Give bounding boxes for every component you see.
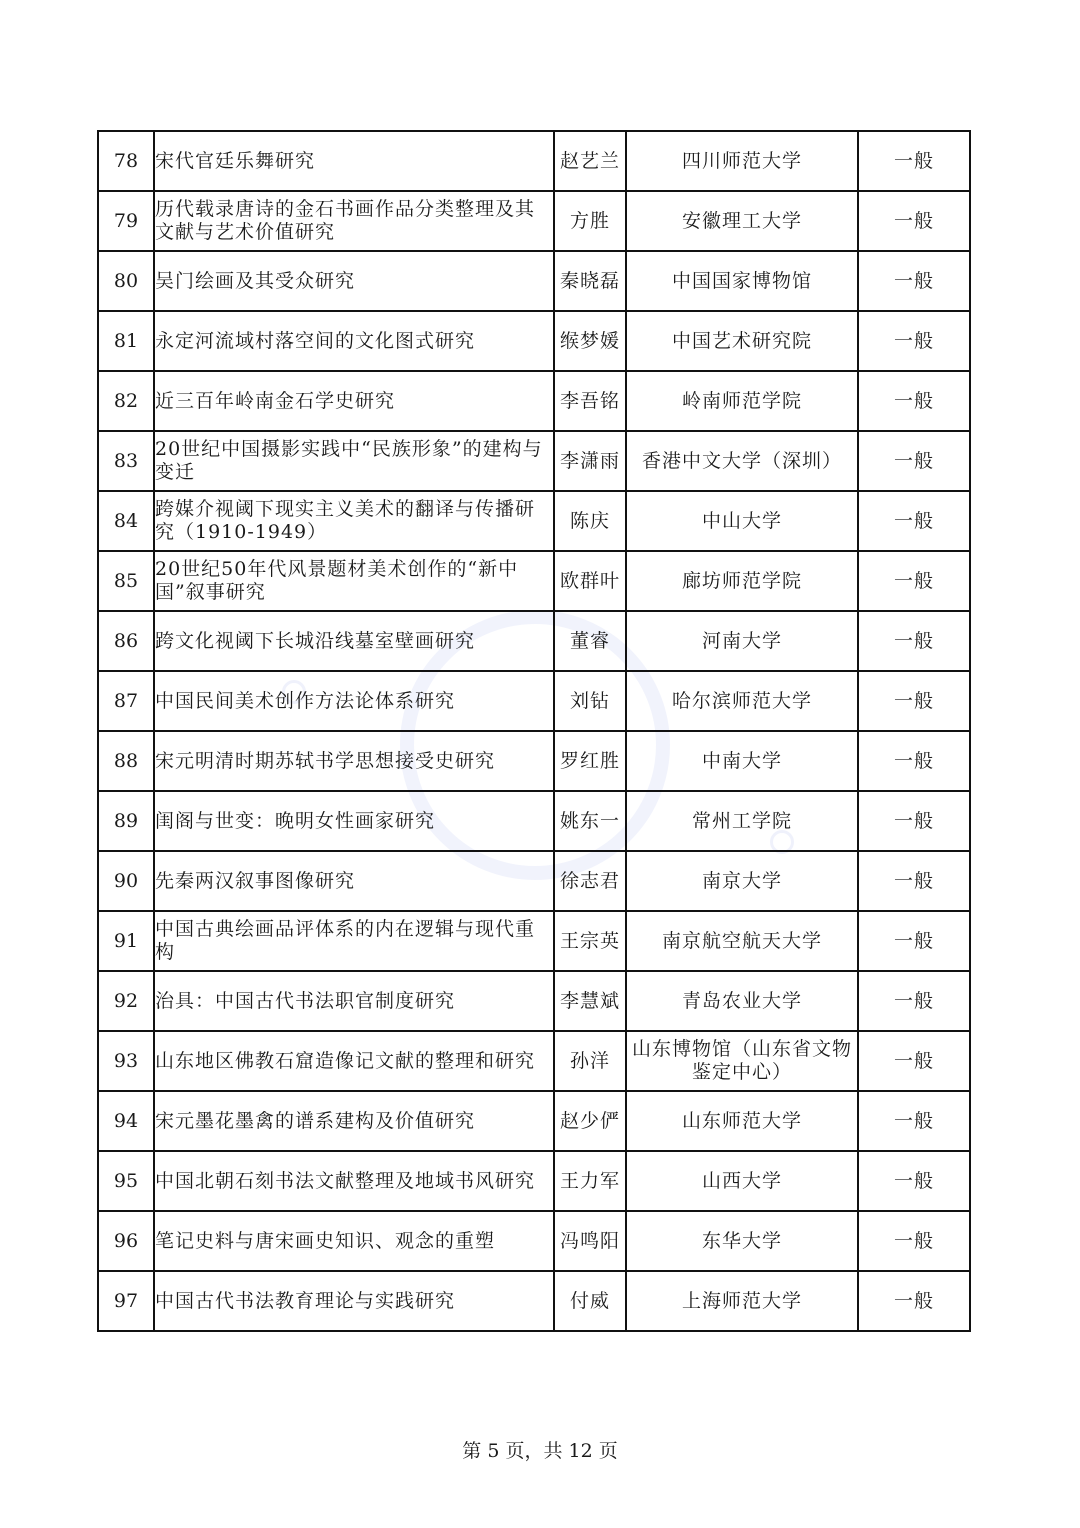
table-row bbox=[98, 671, 970, 731]
row-number: 91 bbox=[98, 911, 154, 971]
project-category: 一般 bbox=[858, 131, 970, 191]
project-title: 宋元明清时期苏轼书学思想接受史研究 bbox=[154, 731, 554, 791]
row-number: 79 bbox=[98, 191, 154, 251]
project-category: 一般 bbox=[858, 731, 970, 791]
project-title: 宋代官廷乐舞研究 bbox=[154, 131, 554, 191]
institution: 中国国家博物馆 bbox=[626, 251, 858, 311]
project-category: 一般 bbox=[858, 671, 970, 731]
institution: 南京航空航天大学 bbox=[626, 911, 858, 971]
project-leader: 李慧斌 bbox=[554, 971, 626, 1031]
project-category: 一般 bbox=[858, 191, 970, 251]
project-leader: 王力军 bbox=[554, 1151, 626, 1211]
row-number: 86 bbox=[98, 611, 154, 671]
table-row bbox=[98, 431, 970, 491]
project-title: 跨媒介视阈下现实主义美术的翻译与传播研究（1910-1949） bbox=[154, 491, 554, 551]
project-leader: 李吾铭 bbox=[554, 371, 626, 431]
row-number: 95 bbox=[98, 1151, 154, 1211]
table-row bbox=[98, 1151, 970, 1211]
row-number: 78 bbox=[98, 131, 154, 191]
project-category: 一般 bbox=[858, 1091, 970, 1151]
project-title: 吴门绘画及其受众研究 bbox=[154, 251, 554, 311]
table-row bbox=[98, 611, 970, 671]
project-category: 一般 bbox=[858, 791, 970, 851]
table-row bbox=[98, 1091, 970, 1151]
project-leader: 缑梦媛 bbox=[554, 311, 626, 371]
project-category: 一般 bbox=[858, 1271, 970, 1331]
project-category: 一般 bbox=[858, 251, 970, 311]
project-category: 一般 bbox=[858, 311, 970, 371]
project-category: 一般 bbox=[858, 371, 970, 431]
project-leader: 姚东一 bbox=[554, 791, 626, 851]
table-row bbox=[98, 131, 970, 191]
institution: 安徽理工大学 bbox=[626, 191, 858, 251]
page-number: 第 5 页，共 12 页 bbox=[462, 1440, 618, 1462]
project-title: 中国古典绘画品评体系的内在逻辑与现代重构 bbox=[154, 911, 554, 971]
project-title: 治具：中国古代书法职官制度研究 bbox=[154, 971, 554, 1031]
project-leader: 徐志君 bbox=[554, 851, 626, 911]
project-leader: 赵艺兰 bbox=[554, 131, 626, 191]
project-leader: 欧群叶 bbox=[554, 551, 626, 611]
table-row bbox=[98, 1031, 970, 1091]
table-row bbox=[98, 971, 970, 1031]
institution: 河南大学 bbox=[626, 611, 858, 671]
table-row bbox=[98, 371, 970, 431]
project-leader: 刘钻 bbox=[554, 671, 626, 731]
table-row bbox=[98, 251, 970, 311]
institution: 常州工学院 bbox=[626, 791, 858, 851]
project-leader: 罗红胜 bbox=[554, 731, 626, 791]
institution: 中南大学 bbox=[626, 731, 858, 791]
institution: 中山大学 bbox=[626, 491, 858, 551]
project-title: 中国古代书法教育理论与实践研究 bbox=[154, 1271, 554, 1331]
table-row bbox=[98, 851, 970, 911]
project-category: 一般 bbox=[858, 911, 970, 971]
row-number: 90 bbox=[98, 851, 154, 911]
project-leader: 方胜 bbox=[554, 191, 626, 251]
project-leader: 陈庆 bbox=[554, 491, 626, 551]
institution: 哈尔滨师范大学 bbox=[626, 671, 858, 731]
institution: 中国艺术研究院 bbox=[626, 311, 858, 371]
project-table-body bbox=[98, 131, 970, 1331]
table-row bbox=[98, 311, 970, 371]
row-number: 81 bbox=[98, 311, 154, 371]
project-table bbox=[97, 130, 971, 1332]
institution: 青岛农业大学 bbox=[626, 971, 858, 1031]
institution: 四川师范大学 bbox=[626, 131, 858, 191]
table-row bbox=[98, 551, 970, 611]
project-title: 20世纪50年代风景题材美术创作的“新中国”叙事研究 bbox=[154, 551, 554, 611]
row-number: 94 bbox=[98, 1091, 154, 1151]
row-number: 92 bbox=[98, 971, 154, 1031]
project-title: 先秦两汉叙事图像研究 bbox=[154, 851, 554, 911]
row-number: 97 bbox=[98, 1271, 154, 1331]
table-row bbox=[98, 491, 970, 551]
institution: 廊坊师范学院 bbox=[626, 551, 858, 611]
project-category: 一般 bbox=[858, 1151, 970, 1211]
table-row bbox=[98, 791, 970, 851]
row-number: 82 bbox=[98, 371, 154, 431]
project-category: 一般 bbox=[858, 611, 970, 671]
institution: 香港中文大学（深圳） bbox=[626, 431, 858, 491]
project-category: 一般 bbox=[858, 851, 970, 911]
project-title: 笔记史料与唐宋画史知识、观念的重塑 bbox=[154, 1211, 554, 1271]
institution: 岭南师范学院 bbox=[626, 371, 858, 431]
table-row bbox=[98, 911, 970, 971]
project-title: 永定河流域村落空间的文化图式研究 bbox=[154, 311, 554, 371]
project-leader: 王宗英 bbox=[554, 911, 626, 971]
table-row bbox=[98, 1271, 970, 1331]
project-leader: 李潇雨 bbox=[554, 431, 626, 491]
institution: 山西大学 bbox=[626, 1151, 858, 1211]
project-leader: 孙洋 bbox=[554, 1031, 626, 1091]
row-number: 89 bbox=[98, 791, 154, 851]
project-leader: 赵少俨 bbox=[554, 1091, 626, 1151]
row-number: 93 bbox=[98, 1031, 154, 1091]
project-category: 一般 bbox=[858, 1031, 970, 1091]
row-number: 96 bbox=[98, 1211, 154, 1271]
institution: 山东博物馆（山东省文物鉴定中心） bbox=[626, 1031, 858, 1091]
project-category: 一般 bbox=[858, 551, 970, 611]
institution: 上海师范大学 bbox=[626, 1271, 858, 1331]
project-title: 山东地区佛教石窟造像记文献的整理和研究 bbox=[154, 1031, 554, 1091]
project-category: 一般 bbox=[858, 491, 970, 551]
institution: 东华大学 bbox=[626, 1211, 858, 1271]
project-category: 一般 bbox=[858, 431, 970, 491]
table-row bbox=[98, 191, 970, 251]
project-title: 宋元墨花墨禽的谱系建构及价值研究 bbox=[154, 1091, 554, 1151]
row-number: 88 bbox=[98, 731, 154, 791]
project-title: 中国北朝石刻书法文献整理及地域书风研究 bbox=[154, 1151, 554, 1211]
project-title: 近三百年岭南金石学史研究 bbox=[154, 371, 554, 431]
institution: 山东师范大学 bbox=[626, 1091, 858, 1151]
row-number: 87 bbox=[98, 671, 154, 731]
row-number: 85 bbox=[98, 551, 154, 611]
institution: 南京大学 bbox=[626, 851, 858, 911]
row-number: 84 bbox=[98, 491, 154, 551]
row-number: 80 bbox=[98, 251, 154, 311]
project-leader: 付威 bbox=[554, 1271, 626, 1331]
project-leader: 冯鸣阳 bbox=[554, 1211, 626, 1271]
project-leader: 秦晓磊 bbox=[554, 251, 626, 311]
project-title: 闺阁与世变：晚明女性画家研究 bbox=[154, 791, 554, 851]
project-category: 一般 bbox=[858, 971, 970, 1031]
project-category: 一般 bbox=[858, 1211, 970, 1271]
project-title: 20世纪中国摄影实践中“民族形象”的建构与变迁 bbox=[154, 431, 554, 491]
project-leader: 董睿 bbox=[554, 611, 626, 671]
table-row bbox=[98, 731, 970, 791]
project-title: 跨文化视阈下长城沿线墓室壁画研究 bbox=[154, 611, 554, 671]
table-row bbox=[98, 1211, 970, 1271]
project-title: 中国民间美术创作方法论体系研究 bbox=[154, 671, 554, 731]
row-number: 83 bbox=[98, 431, 154, 491]
project-title: 历代载录唐诗的金石书画作品分类整理及其文献与艺术价值研究 bbox=[154, 191, 554, 251]
